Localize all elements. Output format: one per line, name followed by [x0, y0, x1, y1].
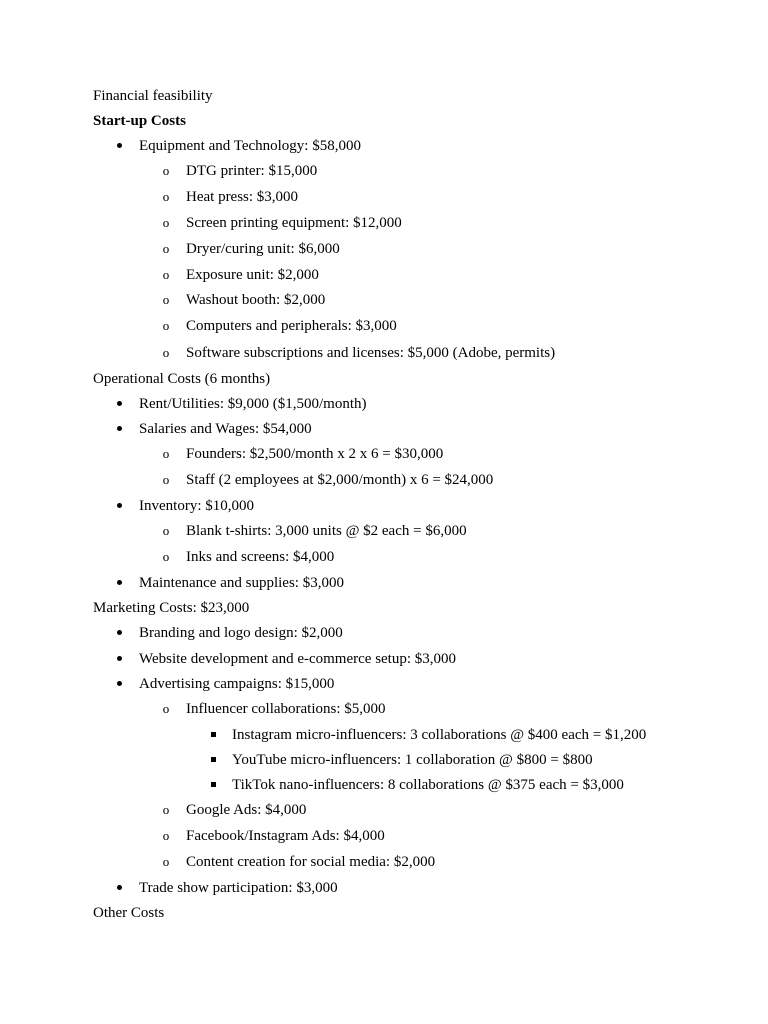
- list-item: Founders: $2,500/month x 2 x 6 = $30,000: [186, 446, 444, 462]
- list-item: Instagram micro-influencers: 3 collaborations @ $400 each = $1,200: [232, 727, 647, 743]
- circle-bullet-marker: o: [162, 163, 170, 178]
- website-item: Website development and e-commerce setup: $3,000: [139, 651, 457, 667]
- circle-bullet-marker: o: [162, 802, 170, 817]
- list-item: Blank t-shirts: 3,000 units @ $2 each = $6,000: [186, 523, 467, 539]
- list-item: Staff (2 employees at $2,000/month) x 6 = $24,000: [186, 472, 494, 488]
- square-bullet-marker: [206, 751, 220, 769]
- circle-bullet-marker: o: [162, 318, 170, 333]
- salaries-item: Salaries and Wages: $54,000: [139, 421, 312, 437]
- marketing-heading: Marketing Costs: $23,000: [93, 600, 250, 616]
- circle-bullet-marker: o: [162, 292, 170, 307]
- bullet-marker: [112, 675, 126, 693]
- influencer-item: Influencer collaborations: $5,000: [186, 701, 386, 717]
- document-title: Financial feasibility: [93, 88, 213, 104]
- list-item: Washout booth: $2,000: [186, 292, 326, 308]
- square-bullet-marker: [206, 776, 220, 794]
- advertising-item: Advertising campaigns: $15,000: [139, 676, 335, 692]
- bullet-marker: [112, 497, 126, 515]
- list-item: Computers and peripherals: $3,000: [186, 318, 397, 334]
- circle-bullet-marker: o: [162, 701, 170, 716]
- startup-heading: Start-up Costs: [93, 113, 186, 129]
- square-bullet-marker: [206, 726, 220, 744]
- rent-item: Rent/Utilities: $9,000 ($1,500/month): [139, 396, 367, 412]
- circle-bullet-marker: o: [162, 828, 170, 843]
- list-item: Software subscriptions and licenses: $5,000 (Adobe, permits): [186, 345, 556, 361]
- list-item: Exposure unit: $2,000: [186, 267, 319, 283]
- operational-heading: Operational Costs (6 months): [93, 371, 271, 387]
- other-heading: Other Costs: [93, 905, 165, 921]
- list-item: TikTok nano-influencers: 8 collaborations @ $375 each = $3,000: [232, 777, 624, 793]
- circle-bullet-marker: o: [162, 189, 170, 204]
- bullet-marker: [112, 879, 126, 897]
- circle-bullet-marker: o: [162, 446, 170, 461]
- list-item: Heat press: $3,000: [186, 189, 299, 205]
- list-item: DTG printer: $15,000: [186, 163, 318, 179]
- circle-bullet-marker: o: [162, 241, 170, 256]
- list-item: Content creation for social media: $2,000: [186, 854, 436, 870]
- bullet-marker: [112, 137, 126, 155]
- list-item: Screen printing equipment: $12,000: [186, 215, 402, 231]
- maintenance-item: Maintenance and supplies: $3,000: [139, 575, 344, 591]
- list-item: YouTube micro-influencers: 1 collaboration @ $800 = $800: [232, 752, 593, 768]
- equipment-item: Equipment and Technology: $58,000: [139, 138, 361, 154]
- trade-show-item: Trade show participation: $3,000: [139, 880, 338, 896]
- list-item: Inks and screens: $4,000: [186, 549, 335, 565]
- circle-bullet-marker: o: [162, 267, 170, 282]
- circle-bullet-marker: o: [162, 523, 170, 538]
- bullet-marker: [112, 395, 126, 413]
- bullet-marker: [112, 624, 126, 642]
- bullet-marker: [112, 420, 126, 438]
- circle-bullet-marker: o: [162, 549, 170, 564]
- list-item: Facebook/Instagram Ads: $4,000: [186, 828, 385, 844]
- bullet-marker: [112, 650, 126, 668]
- circle-bullet-marker: o: [162, 472, 170, 487]
- bullet-marker: [112, 574, 126, 592]
- list-item: Dryer/curing unit: $6,000: [186, 241, 340, 257]
- inventory-item: Inventory: $10,000: [139, 498, 254, 514]
- branding-item: Branding and logo design: $2,000: [139, 625, 343, 641]
- list-item: Google Ads: $4,000: [186, 802, 307, 818]
- circle-bullet-marker: o: [162, 215, 170, 230]
- circle-bullet-marker: o: [162, 345, 170, 360]
- circle-bullet-marker: o: [162, 854, 170, 869]
